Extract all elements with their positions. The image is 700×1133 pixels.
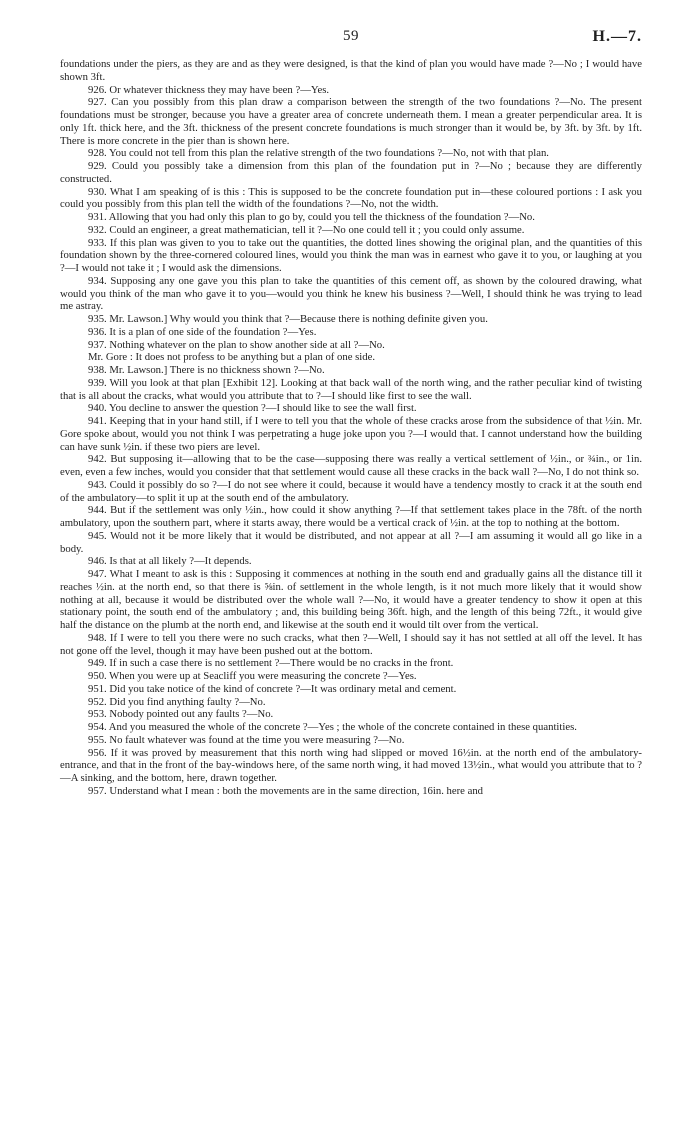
paragraph: 954. And you measured the whole of the concrete ?—Yes ; the whole of the concrete contained in these quantities. (88, 721, 577, 733)
paragraph: 953. Nobody pointed out any faults ?—No. (88, 708, 274, 721)
paragraph: 933. If this plan was given to you to take out the quantities, the dotted lines showing the original plan, and the quantities of this foundation shown by the three-cornered coloured lines, would you think the man was in earnest who gave it to you, or laughing at you ?—I would not take it ; I would ask the dimensions. (60, 236, 642, 274)
paragraph: 946. Is that at all likely ?—It depends. (88, 555, 252, 568)
paragraph: 945. Would not it be more likely that it would be distributed, and not appear at all ?—I am assuming it would all go like in a body. (60, 529, 642, 555)
paragraph: 943. Could it possibly do so ?—I do not see where it could, because it would have a tendency mostly to crack it at the south end of the ambulatory—to split it up at the south end of the ambulatory. (60, 478, 642, 504)
paragraph: 949. If in such a case there is no settlement ?—There would be no cracks in the front. (88, 657, 454, 670)
paragraph: 944. But if the settlement was only ½in., how could it show anything ?—If that settlement takes place in the 78ft. of the north ambulatory, upon the southern part, where it starts away, there would be a vertical crack of ½in. at the top to nothing at the bottom. (60, 504, 642, 529)
paragraph: 926. Or whatever thickness they may have been ?—Yes. (88, 83, 330, 96)
paragraph: foundations under the piers, as they are and as they were designed, is that the kind of plan you would have made ?—No ; I would have shown 3ft. (60, 58, 642, 83)
paragraph: 947. What I meant to ask is this : Supposing it commences at nothing in the south end and gradually gains all the distance till it reaches ½in. at the north end, so that there is ⅝in. of settlement in the whole length, is it not much more likely that it would show nothing at all, because it would be distributed over the whole wall ?—No, it would have a greater tendency to show it open at this stationary point, the south end of the ambulatory ; and, this building being 36ft. high, and the length of this being 72ft., it would give half the distance on the plumb at the north end, and likewise at the south end it would tilt over from the vertical. (60, 568, 642, 631)
paragraph: 937. Nothing whatever on the plan to show another side at all ?—No. (88, 338, 385, 351)
paragraph: 927. Can you possibly from this plan draw a comparison between the strength of the two foundations ?—No. The present foundations must be stronger, because you have a greater area of concrete underneath them. I mean a greater perpendicular area. It is only 1ft. thick here, and the 3ft. thickness of the present concrete foundations is much stronger than it would be, by 3ft. by 3ft. by 1ft. There is more concrete in the pier than is shown here. (60, 96, 642, 147)
document-reference: H.—7. (592, 28, 642, 45)
page-number: 59 (343, 28, 359, 44)
paragraph: 936. It is a plan of one side of the foundation ?—Yes. (88, 325, 317, 338)
paragraph: 941. Keeping that in your hand still, if I were to tell you that the whole of these cracks arose from the subsidence of that ½in. Mr. Gore spoke about, would you not think I was perpetrating a huge joke upon you ?—I would that. I cannot understand how the building can have sunk ½in. if these two piers are level. (60, 415, 642, 453)
paragraph: 951. Did you take notice of the kind of concrete ?—It was ordinary metal and cement. (88, 682, 457, 695)
paragraph: 955. No fault whatever was found at the time you were measuring ?—No. (88, 733, 405, 746)
paragraph: 942. But supposing it—allowing that to be the case—supposing there was really a vertical settlement of ½in., or ¾in., or 1in. even, even a few inches, would you consider that that settlement would cause all these cracks in the back wall ?—No, I do not think so. (60, 453, 642, 478)
paragraph: 938. Mr. Lawson.] There is no thickness shown ?—No. (88, 364, 325, 376)
paragraph: 957. Understand what I mean : both the movements are in the same direction, 16in. here and (88, 784, 484, 797)
testimony-body (60, 58, 642, 798)
paragraph: 956. If it was proved by measurement that this north wing had slipped or moved 16½in. at the north end of the ambulatory-entrance, and that in the front of the bay-windows here, of the same north wing, it had moved 13½in., what would you attribute that to ?—A sinking, and the bottom, here, drawn together. (60, 746, 642, 784)
paragraph: 939. Will you look at that plan [Exhibit 12]. Looking at that back wall of the north wing, and the rather peculiar kind of twisting that is all about the cracks, what would you attribute that to ?—I should like first to see the wall. (60, 376, 642, 402)
paragraph: 952. Did you find anything faulty ?—No. (88, 695, 266, 708)
paragraph: Mr. Gore : It does not profess to be anything but a plan of one side. (88, 351, 376, 364)
paragraph: 928. You could not tell from this plan the relative strength of the two foundations ?—No, not with that plan. (88, 147, 549, 160)
paragraph: 935. Mr. Lawson.] Why would you think that ?—Because there is nothing definite given you. (88, 313, 488, 325)
paragraph: 930. What I am speaking of is this : This is supposed to be the concrete foundation put in—these coloured portions : I ask you could you possibly from this plan tell the width of the foundations ?—No, not the width. (60, 185, 642, 211)
paragraph: 932. Could an engineer, a great mathematician, tell it ?—No one could tell it ; you could only assume. (88, 223, 525, 236)
paragraph: 934. Supposing any one gave you this plan to take the quantities of this cement off, as shown by the coloured drawing, what would you think of the man who gave it to you—would you think he knew his business ?—Well, I should think he was trying to lead me astray. (60, 274, 642, 313)
paragraph: 950. When you were up at Seacliff you were measuring the concrete ?—Yes. (88, 670, 417, 682)
paragraph: 931. Allowing that you had only this plan to go by, could you tell the thickness of the foundation ?—No. (88, 211, 535, 223)
paragraph: 940. You decline to answer the question ?—I should like to see the wall first. (88, 402, 417, 415)
paragraph: 929. Could you possibly take a dimension from this plan of the foundation put in ?—No ; because they are differently constructed. (60, 160, 642, 185)
page-header (60, 28, 642, 48)
paragraph: 948. If I were to tell you there were no such cracks, what then ?—Well, I should say it has not settled at all off the level. It has not gone off the level, though it may have been pushed out at the bottom. (60, 631, 642, 657)
